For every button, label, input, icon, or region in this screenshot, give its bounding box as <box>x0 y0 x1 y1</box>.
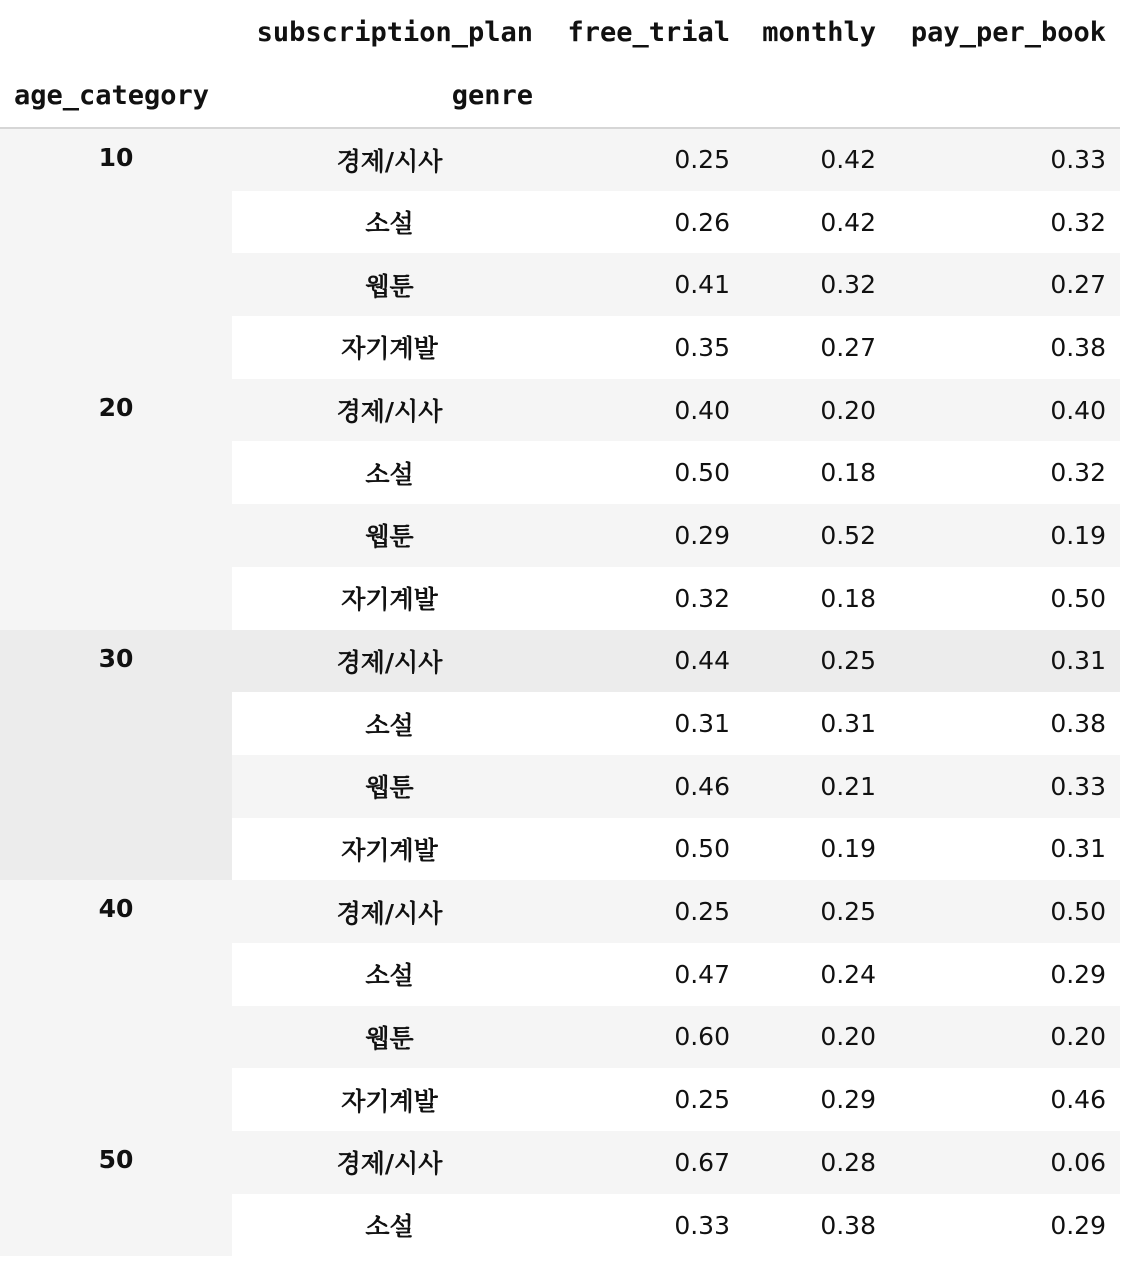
table-body <box>0 128 1120 1256</box>
free-trial-value: 0.50 <box>547 818 744 881</box>
free-trial-value: 0.44 <box>547 630 744 693</box>
pay-per-book-value: 0.19 <box>890 504 1120 567</box>
age-category-cell: 50 <box>0 1131 232 1256</box>
pay-per-book-value: 0.50 <box>890 567 1120 630</box>
pay-per-book-value: 0.27 <box>890 253 1120 316</box>
free-trial-value: 0.32 <box>547 567 744 630</box>
pay-per-book-value: 0.31 <box>890 630 1120 693</box>
table-header <box>0 0 1120 128</box>
monthly-value: 0.20 <box>744 1006 890 1069</box>
pay-per-book-value: 0.32 <box>890 191 1120 254</box>
free-trial-value: 0.46 <box>547 755 744 818</box>
monthly-value: 0.18 <box>744 441 890 504</box>
table-row <box>0 128 1120 191</box>
monthly-value: 0.20 <box>744 379 890 442</box>
genre-cell: 소설 <box>232 943 547 1006</box>
column-header-pay-per-book: pay_per_book <box>890 0 1120 64</box>
monthly-value: 0.31 <box>744 692 890 755</box>
pay-per-book-value: 0.31 <box>890 818 1120 881</box>
table-row <box>0 630 1120 693</box>
monthly-value: 0.42 <box>744 191 890 254</box>
free-trial-value: 0.41 <box>547 253 744 316</box>
table-row <box>0 880 1120 943</box>
genre-cell: 자기계발 <box>232 316 547 379</box>
monthly-value: 0.29 <box>744 1068 890 1131</box>
genre-cell: 소설 <box>232 1194 547 1257</box>
monthly-value: 0.25 <box>744 630 890 693</box>
monthly-value: 0.28 <box>744 1131 890 1194</box>
free-trial-value: 0.50 <box>547 441 744 504</box>
pay-per-book-value: 0.32 <box>890 441 1120 504</box>
pay-per-book-value: 0.38 <box>890 316 1120 379</box>
genre-cell: 경제/시사 <box>232 880 547 943</box>
age-category-cell: 10 <box>0 128 232 379</box>
age-category-cell: 40 <box>0 880 232 1131</box>
header-blank <box>0 0 232 64</box>
monthly-value: 0.42 <box>744 128 890 191</box>
pay-per-book-value: 0.38 <box>890 692 1120 755</box>
header-row-index-names <box>0 64 1120 128</box>
columns-name-header: subscription_plan <box>232 0 547 64</box>
free-trial-value: 0.26 <box>547 191 744 254</box>
header-blank <box>890 64 1120 128</box>
genre-cell: 소설 <box>232 692 547 755</box>
free-trial-value: 0.67 <box>547 1131 744 1194</box>
genre-cell: 소설 <box>232 441 547 504</box>
pay-per-book-value: 0.29 <box>890 1194 1120 1257</box>
genre-cell: 소설 <box>232 191 547 254</box>
monthly-value: 0.18 <box>744 567 890 630</box>
genre-cell: 웹툰 <box>232 755 547 818</box>
pay-per-book-value: 0.50 <box>890 880 1120 943</box>
pay-per-book-value: 0.29 <box>890 943 1120 1006</box>
genre-cell: 경제/시사 <box>232 1131 547 1194</box>
genre-cell: 경제/시사 <box>232 630 547 693</box>
pay-per-book-value: 0.40 <box>890 379 1120 442</box>
genre-cell: 자기계발 <box>232 1068 547 1131</box>
header-row-columns <box>0 0 1120 64</box>
genre-cell: 경제/시사 <box>232 379 547 442</box>
index-name-genre: genre <box>232 64 547 128</box>
genre-cell: 자기계발 <box>232 567 547 630</box>
free-trial-value: 0.25 <box>547 1068 744 1131</box>
index-name-age-category: age_category <box>0 64 232 128</box>
column-header-monthly: monthly <box>744 0 890 64</box>
free-trial-value: 0.40 <box>547 379 744 442</box>
age-category-cell: 20 <box>0 379 232 630</box>
free-trial-value: 0.35 <box>547 316 744 379</box>
free-trial-value: 0.47 <box>547 943 744 1006</box>
free-trial-value: 0.25 <box>547 128 744 191</box>
table-row <box>0 1131 1120 1194</box>
table-row <box>0 379 1120 442</box>
free-trial-value: 0.29 <box>547 504 744 567</box>
monthly-value: 0.21 <box>744 755 890 818</box>
pay-per-book-value: 0.06 <box>890 1131 1120 1194</box>
pay-per-book-value: 0.20 <box>890 1006 1120 1069</box>
genre-cell: 경제/시사 <box>232 128 547 191</box>
header-blank <box>744 64 890 128</box>
free-trial-value: 0.33 <box>547 1194 744 1257</box>
age-category-cell: 30 <box>0 630 232 881</box>
genre-cell: 웹툰 <box>232 1006 547 1069</box>
free-trial-value: 0.25 <box>547 880 744 943</box>
genre-cell: 웹툰 <box>232 504 547 567</box>
monthly-value: 0.19 <box>744 818 890 881</box>
monthly-value: 0.38 <box>744 1194 890 1257</box>
monthly-value: 0.32 <box>744 253 890 316</box>
column-header-free-trial: free_trial <box>547 0 744 64</box>
pay-per-book-value: 0.33 <box>890 128 1120 191</box>
genre-cell: 자기계발 <box>232 818 547 881</box>
header-blank <box>547 64 744 128</box>
pay-per-book-value: 0.46 <box>890 1068 1120 1131</box>
free-trial-value: 0.60 <box>547 1006 744 1069</box>
pay-per-book-value: 0.33 <box>890 755 1120 818</box>
monthly-value: 0.24 <box>744 943 890 1006</box>
monthly-value: 0.25 <box>744 880 890 943</box>
monthly-value: 0.27 <box>744 316 890 379</box>
monthly-value: 0.52 <box>744 504 890 567</box>
genre-cell: 웹툰 <box>232 253 547 316</box>
free-trial-value: 0.31 <box>547 692 744 755</box>
